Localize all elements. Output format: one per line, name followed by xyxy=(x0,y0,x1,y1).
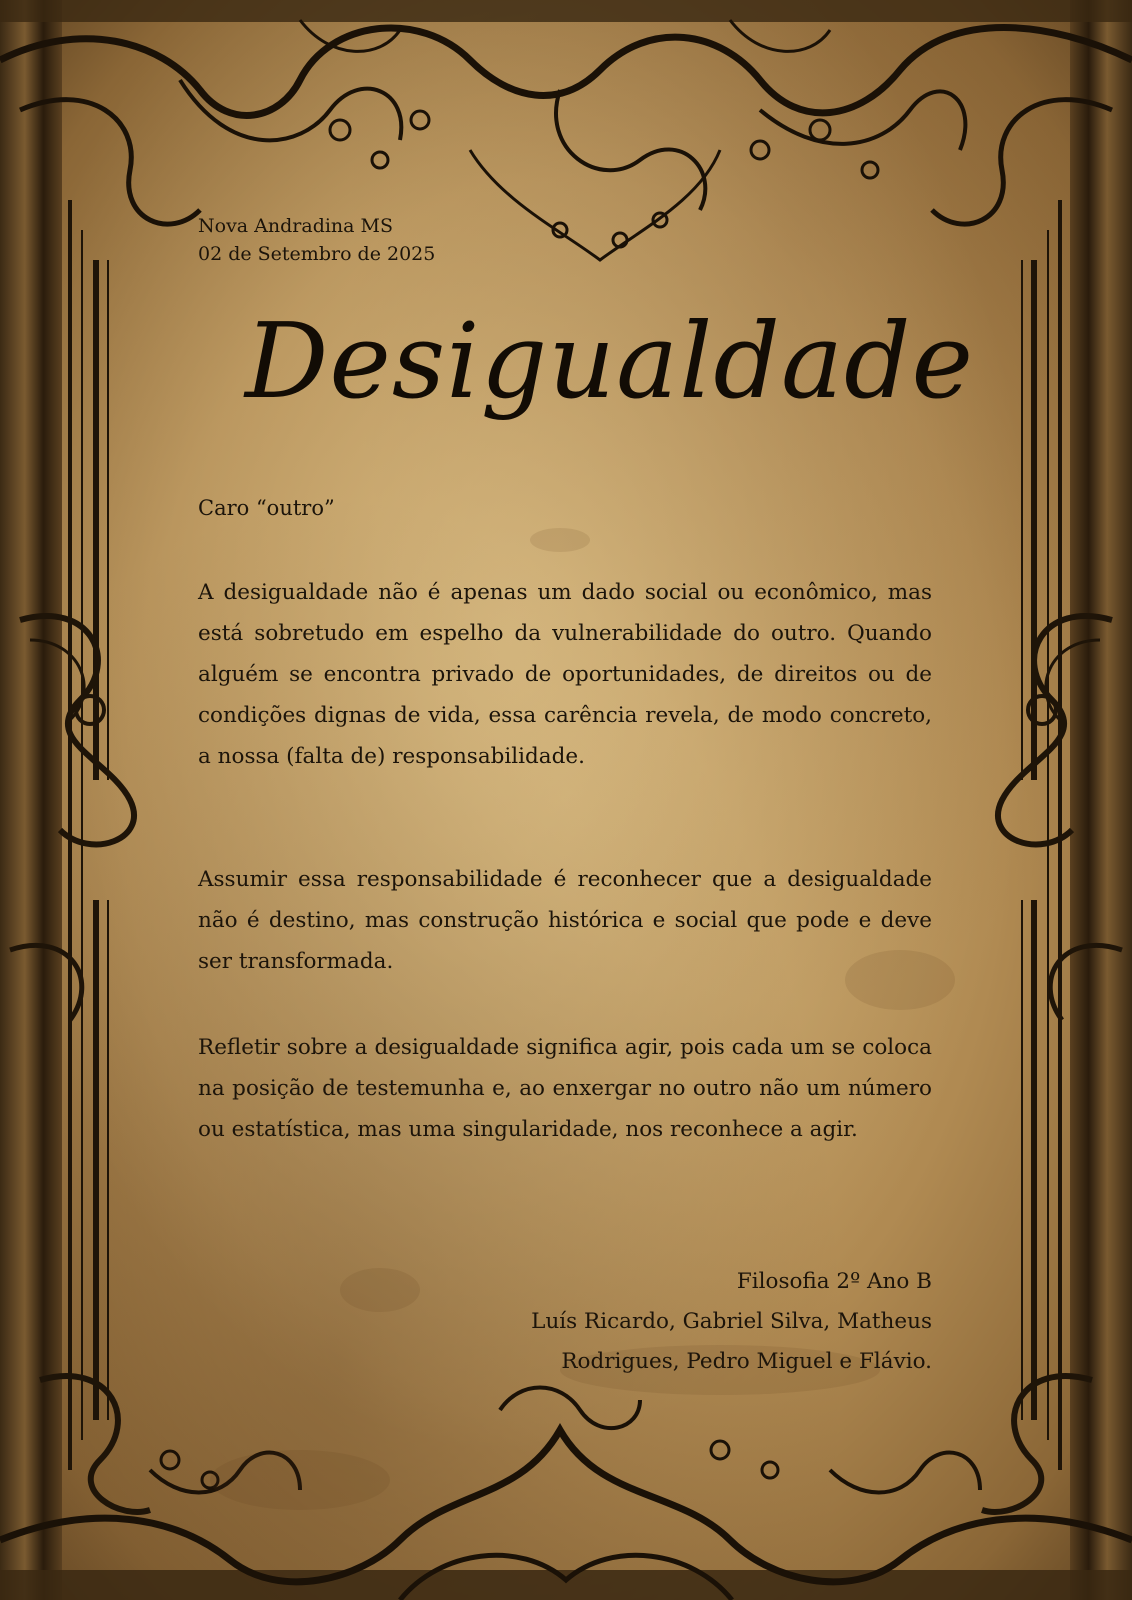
date-line: 02 de Setembro de 2025 xyxy=(198,243,436,265)
letter-title: Desigualdade xyxy=(245,300,975,422)
left-pillar xyxy=(0,0,150,1600)
right-pillar xyxy=(982,0,1132,1600)
paragraph-1: A desigualdade não é apenas um dado social ou econômico, mas está sobretudo em espelho da vulnerabilidade do outro. Quando alguém se encontra privado de oportunidades, de direitos ou de condições dignas de vida, essa carência revela, de modo concreto, a nossa (falta de) responsabilidade. xyxy=(198,580,932,769)
place-line: Nova Andradina MS xyxy=(198,215,394,237)
bottom-ornament xyxy=(0,1388,1132,1600)
paragraph-2: Assumir essa responsabilidade é reconhecer que a desigualdade não é destino, mas construção histórica e social que pode e deve ser transformada. xyxy=(198,867,932,974)
letter-header xyxy=(198,212,435,268)
signature-class: Filosofia 2º Ano B xyxy=(736,1269,932,1294)
signature-authors-2: Rodrigues, Pedro Miguel e Flávio. xyxy=(561,1349,932,1374)
top-ornament xyxy=(0,0,1132,260)
signature-authors-1: Luís Ricardo, Gabriel Silva, Matheus xyxy=(531,1309,932,1334)
signature-block xyxy=(412,1262,932,1382)
paragraph-3: Refletir sobre a desigualdade significa agir, pois cada um se coloca na posição de testemunha e, ao enxergar no outro não um número ou estatística, mas uma singularidade, nos reconhece a agir. xyxy=(198,1035,932,1142)
greeting: Caro “outro” xyxy=(198,496,335,520)
